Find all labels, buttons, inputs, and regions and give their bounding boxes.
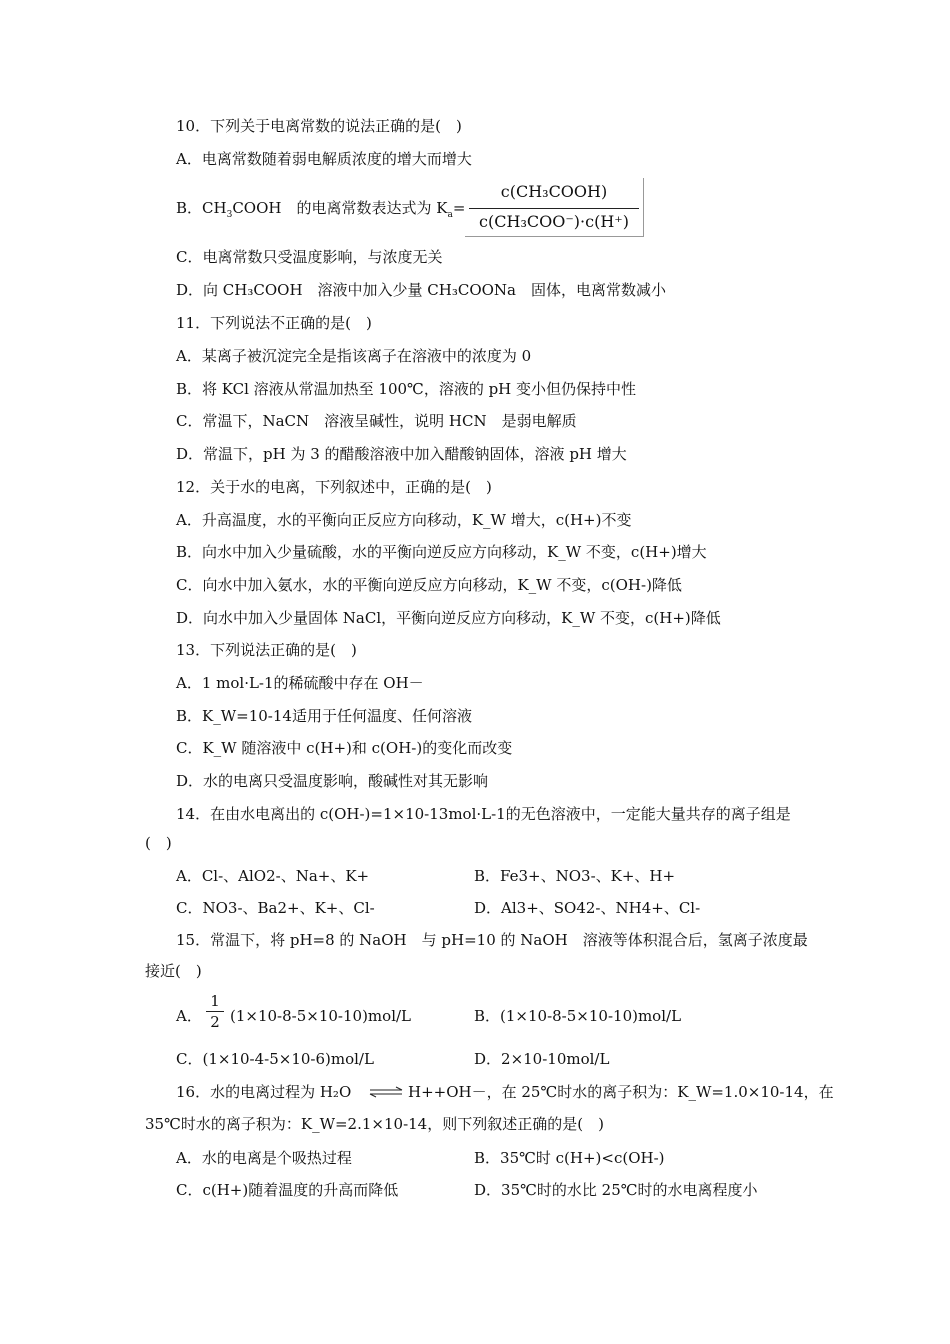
equilibrium-arrow-icon	[369, 1086, 403, 1098]
fraction-denominator: c(CH₃COO⁻)·c(H⁺)	[479, 212, 629, 231]
q10-stem: 10．下列关于电离常数的说法正确的是( )	[176, 117, 462, 135]
q16-option-a: A．水的电离是个吸热过程	[176, 1149, 352, 1167]
q11-stem: 11．下列说法不正确的是( )	[176, 314, 372, 332]
q10-b-mid: COOH 的电离常数表达式为 K	[232, 199, 448, 217]
q15-option-c: C．(1×10-4-5×10-6)mol/L	[176, 1050, 374, 1068]
fraction-bar	[469, 208, 639, 209]
q10-option-a: A．电离常数随着弱电解质浓度的增大而增大	[176, 150, 472, 168]
fraction-numerator: c(CH₃COOH)	[500, 182, 608, 201]
ka-fraction-image	[465, 178, 644, 237]
half-denominator: 2	[210, 1013, 220, 1031]
q14-option-d: D．Al3+、SO42-、NH4+、Cl-	[474, 899, 701, 917]
q12-option-a: A．升高温度，水的平衡向正反应方向移动，K_W 增大，c(H+)不变	[176, 511, 632, 529]
half-numerator: 1	[210, 992, 220, 1010]
q13-option-c: C．K_W 随溶液中 c(H+)和 c(OH-)的变化而改变	[176, 739, 513, 757]
q14-option-b: B．Fe3+、NO3-、K+、H+	[474, 867, 676, 885]
q14-option-a: A．Cl-、AlO2-、Na+、K+	[176, 867, 370, 885]
q12-option-d: D．向水中加入少量固体 NaCl，平衡向逆反应方向移动，K_W 不变，c(H+)降低	[176, 609, 721, 627]
half-bar	[206, 1011, 224, 1012]
q13-option-a: A．1 mol·L-1的稀硫酸中存在 OH－	[176, 674, 424, 692]
q15-option-a-label: A．	[176, 1007, 202, 1025]
q15-option-a: (1×10-8-5×10-10)mol/L	[230, 1007, 412, 1025]
q14-option-c: C．NO3-、Ba2+、K+、Cl-	[176, 899, 375, 917]
q16-option-d: D．35℃时的水比 25℃时的水电离程度小	[474, 1181, 758, 1199]
q13-stem: 13．下列说法正确的是( )	[176, 641, 357, 659]
q10-option-b	[176, 198, 465, 218]
q10-b-ka: a	[447, 210, 453, 220]
q10-option-c: C．电离常数只受温度影响，与浓度无关	[176, 248, 443, 266]
q13-option-b: B．K_W=10-14适用于任何温度、任何溶液	[176, 707, 472, 725]
q10-b-eq: =	[452, 199, 466, 217]
q11-option-d: D．常温下，pH 为 3 的醋酸溶液中加入醋酸钠固体，溶液 pH 增大	[176, 445, 627, 463]
q12-stem: 12．关于水的电离，下列叙述中，正确的是( )	[176, 478, 492, 496]
q15-stem-continued: 接近( )	[145, 962, 202, 980]
q11-option-b: B．将 KCl 溶液从常温加热至 100℃，溶液的 pH 变小但仍保持中性	[176, 380, 637, 398]
q15-option-d: D．2×10-10mol/L	[474, 1050, 610, 1068]
q12-option-b: B．向水中加入少量硫酸，水的平衡向逆反应方向移动，K_W 不变，c(H+)增大	[176, 543, 707, 561]
q11-option-c: C．常温下，NaCN 溶液呈碱性，说明 HCN 是弱电解质	[176, 412, 577, 430]
q10-b-prefix: B．CH	[176, 199, 227, 217]
q16-stem-start: 16．水的电离过程为 H₂O	[176, 1083, 352, 1101]
q16-option-c: C．c(H+)随着温度的升高而降低	[176, 1181, 399, 1199]
q10-option-d: D．向 CH₃COOH 溶液中加入少量 CH₃COONa 固体，电离常数减小	[176, 281, 666, 299]
q16-option-b: B．35℃时 c(H+)<c(OH-)	[474, 1149, 665, 1167]
q16-stem-continued: 35℃时水的离子积为：K_W=2.1×10-14，则下列叙述正确的是( )	[145, 1115, 604, 1133]
one-half-fraction	[206, 992, 224, 1031]
q11-option-a: A．某离子被沉淀完全是指该离子在溶液中的浓度为 0	[176, 347, 532, 365]
q16-stem-end: H++OH－，在 25℃时水的离子积为：K_W=1.0×10-14，在	[408, 1083, 834, 1101]
q10-b-sub: 3	[226, 210, 233, 220]
q12-option-c: C．向水中加入氨水，水的平衡向逆反应方向移动，K_W 不变，c(OH-)降低	[176, 576, 682, 594]
q15-stem: 15．常温下，将 pH=8 的 NaOH 与 pH=10 的 NaOH 溶液等体积混合后，氢离子浓度最	[176, 931, 808, 949]
q14-paren: ( )	[145, 834, 172, 852]
q13-option-d: D．水的电离只受温度影响，酸碱性对其无影响	[176, 772, 489, 790]
q15-option-b: B．(1×10-8-5×10-10)mol/L	[474, 1007, 682, 1025]
q14-stem: 14．在由水电离出的 c(OH-)=1×10-13mol·L-1的无色溶液中，一定能大量共存的离子组是	[176, 805, 791, 823]
